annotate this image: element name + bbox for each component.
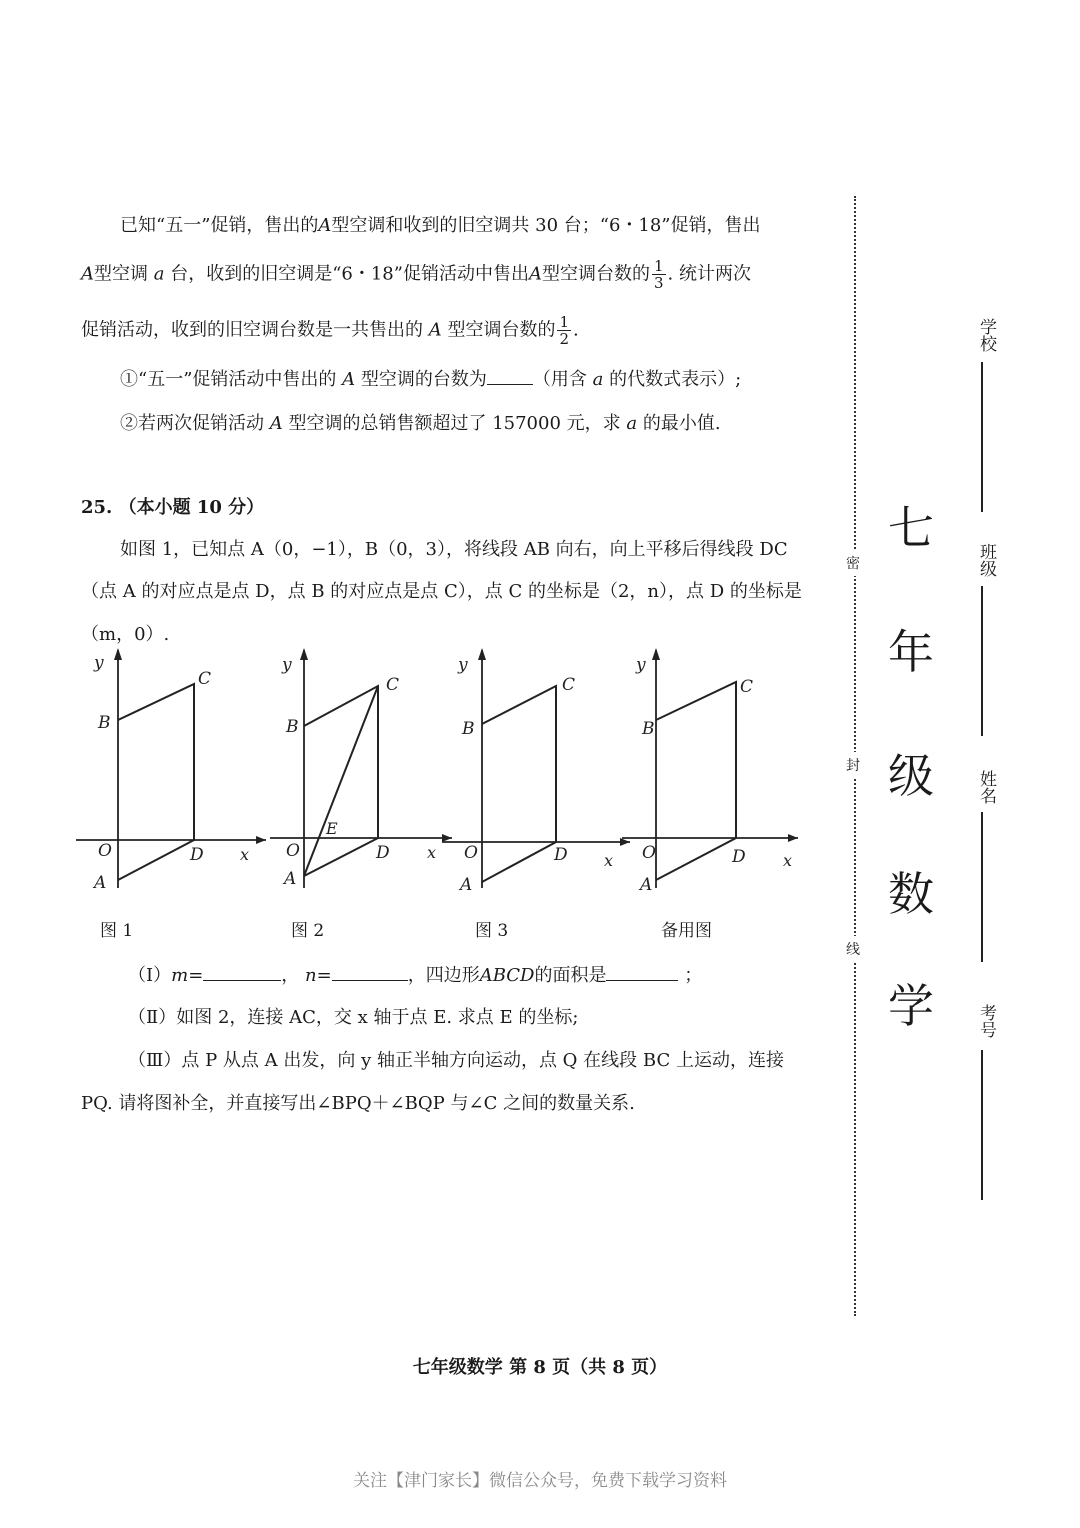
figure-spare: [620, 640, 820, 890]
spare-label-A: A: [640, 875, 653, 890]
caption-figure-spare: 备用图: [661, 921, 712, 941]
fraction-one-half: $\frac{1}{2}$: [559, 313, 570, 348]
spare-label-B: B: [642, 719, 655, 739]
p25-question-2: （Ⅱ）如图 2，连接 AC，交 x 轴于点 E. 求点 E 的坐标;: [128, 1007, 579, 1028]
p24-question-2: ②若两次促销活动 A 型空调的总销售额超过了 157000 元，求 a 的最小值.: [120, 413, 721, 434]
name-field-label: 姓名: [974, 770, 999, 804]
p25-question-3-line2: PQ. 请将图补全，并直接写出∠BPQ＋∠BQP 与∠C 之间的数量关系.: [81, 1093, 635, 1114]
p24-line2: A型空调 a 台，收到的旧空调是“6・18”促销活动中售出A型空调台数的 $\frac{1}{3}$ . 统计两次: [81, 257, 751, 292]
vertical-title-char-5: 学: [888, 979, 934, 1033]
fig1-label-y: y: [94, 653, 104, 673]
caption-figure-3: 图 3: [475, 921, 509, 941]
fig3-label-x: x: [604, 851, 614, 870]
fig3-label-A: A: [460, 875, 473, 890]
name-field-line[interactable]: [981, 812, 983, 962]
page-footer: 七年级数学 第 8 页（共 8 页）: [412, 1357, 668, 1378]
spare-label-D: D: [732, 847, 746, 867]
fig2-label-x: x: [427, 843, 437, 862]
p25-question-3-line1: （Ⅲ）点 P 从点 A 出发，向 y 轴正半轴方向运动，点 Q 在线段 BC 上运动，连接: [128, 1050, 784, 1071]
fig2-label-A: A: [284, 869, 297, 889]
seal-char-xian: 线: [846, 936, 860, 962]
spare-label-C: C: [740, 677, 754, 697]
school-field-line[interactable]: [981, 362, 983, 512]
answer-blank-area[interactable]: [606, 964, 678, 981]
class-field-line[interactable]: [981, 586, 983, 736]
fig3-label-C: C: [562, 675, 576, 695]
fig2-label-O: O: [286, 841, 300, 861]
fig1-label-C: C: [198, 669, 212, 689]
watermark-text: 关注【津门家长】微信公众号，免费下载学习资料: [353, 1471, 727, 1491]
p25-question-1: （Ⅰ）m= ， n= ，四边形ABCD的面积是 ；: [128, 965, 703, 986]
exam-number-field-label: 考号: [974, 1004, 999, 1038]
spare-label-x: x: [783, 851, 793, 870]
fig2-label-B: B: [286, 717, 299, 737]
seal-char-feng: 封: [846, 752, 860, 778]
caption-figure-1: 图 1: [100, 921, 134, 941]
fig3-label-O: O: [464, 843, 478, 863]
figure-1: [76, 640, 276, 890]
spare-label-O: O: [642, 843, 656, 863]
p25-paragraph-2: （点 A 的对应点是点 D，点 B 的对应点是点 C），点 C 的坐标是（2，n），点 D 的坐标是: [81, 581, 802, 602]
p25-heading: 25. （本小题 10 分）: [81, 497, 265, 518]
p24-line1: 已知“五一”促销，售出的A型空调和收到的旧空调共 30 台；“6・18”促销，售出: [120, 215, 761, 236]
p24-question-1: ①“五一”促销活动中售出的 A 型空调的台数为 （用含 a 的代数式表示）;: [120, 369, 742, 390]
school-field-label: 学校: [974, 318, 999, 352]
class-field-label: 班级: [974, 543, 999, 577]
vertical-title-char-1: 七: [888, 501, 934, 555]
answer-blank[interactable]: [487, 368, 533, 385]
seal-char-mi: 密: [846, 550, 860, 576]
caption-figure-2: 图 2: [291, 921, 325, 941]
exam-number-field-line[interactable]: [981, 1050, 983, 1200]
p25-paragraph-1: 如图 1，已知点 A（0，−1），B（0，3），将线段 AB 向右，向上平移后得线段 DC: [120, 539, 788, 560]
answer-blank-n[interactable]: [332, 964, 408, 981]
fig2-label-E: E: [326, 819, 338, 838]
fig1-label-O: O: [98, 841, 112, 861]
fig3-label-y: y: [458, 655, 468, 675]
fig3-label-B: B: [462, 719, 475, 739]
vertical-title-char-4: 数: [888, 867, 934, 921]
fig2-label-y: y: [282, 655, 292, 675]
fig1-label-D: D: [190, 845, 204, 865]
spare-label-y: y: [636, 655, 646, 675]
figure-2: [262, 640, 462, 890]
vertical-title-char-2: 年: [888, 625, 934, 679]
answer-blank-m[interactable]: [203, 964, 281, 981]
fig2-label-C: C: [386, 675, 400, 695]
fig3-label-D: D: [554, 845, 568, 865]
fig1-label-x: x: [240, 845, 250, 864]
fig2-label-D: D: [376, 843, 390, 863]
vertical-title-char-3: 级: [888, 749, 934, 803]
fig1-label-B: B: [98, 713, 111, 733]
p24-line3: 促销活动，收到的旧空调台数是一共售出的 A 型空调台数的 $\frac{1}{2}$ .: [81, 313, 579, 348]
figure-3: [440, 640, 640, 890]
fraction-one-third: $\frac{1}{3}$: [653, 257, 664, 292]
fig1-label-A: A: [94, 873, 107, 890]
p25-paragraph-3: （m，0）.: [81, 624, 170, 645]
